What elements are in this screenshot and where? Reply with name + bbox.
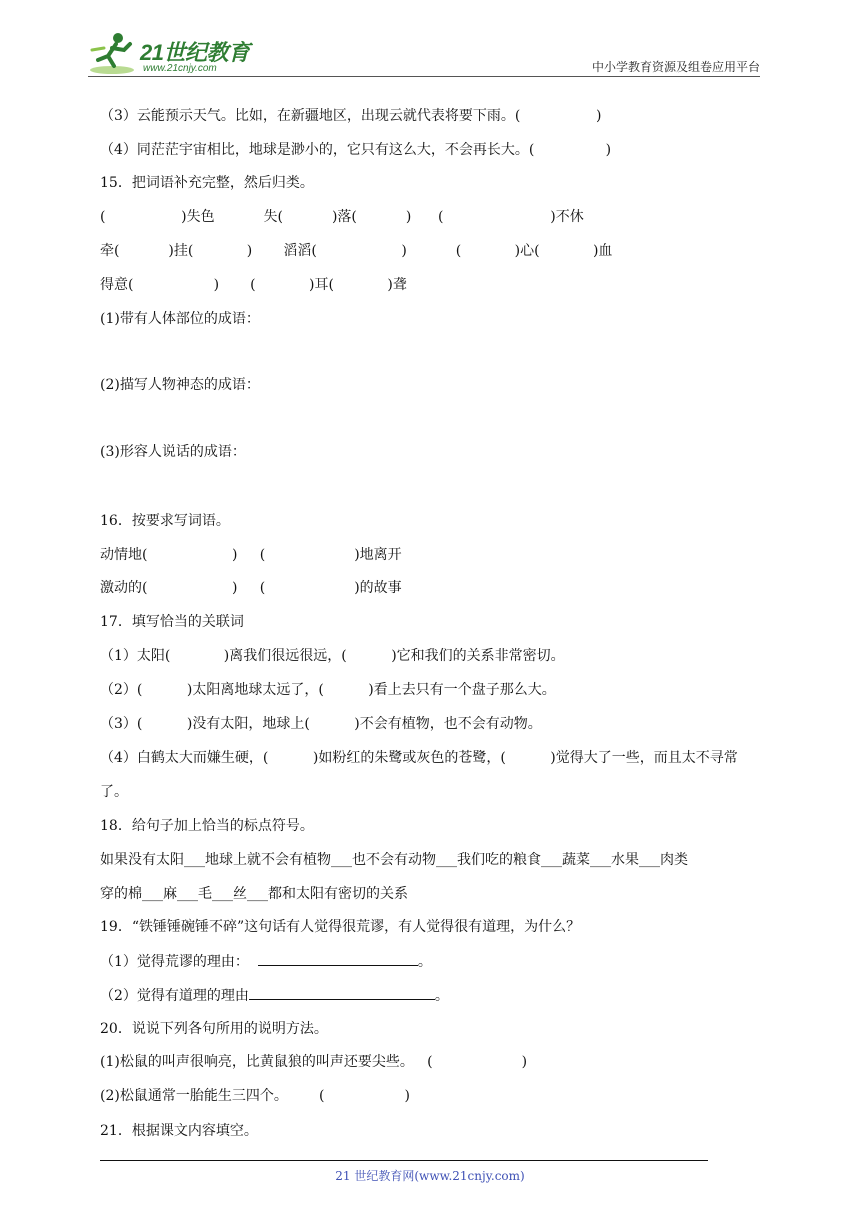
q19-item-2-label: （2）觉得有道理的理由 (100, 988, 249, 1004)
q15-category-1: (1)带有人体部位的成语： (100, 311, 260, 327)
q17-title: 17．填写恰当的关联词 (100, 614, 244, 630)
q16-row-1: 动情地( ) ( )地离开 (100, 547, 402, 563)
header-divider (88, 76, 760, 77)
answer-blank[interactable] (258, 951, 418, 966)
q17-item-3: （3）( )没有太阳，地球上( )不会有植物，也不会有动物。 (100, 716, 542, 732)
q17-item-4-cont: 了。 (100, 784, 128, 800)
page-header (88, 30, 760, 78)
q20-item-2: (2)松鼠通常一胎能生三四个。 ( ) (100, 1088, 411, 1104)
runner-logo-icon (88, 30, 138, 76)
q15-category-2: (2)描写人物神态的成语： (100, 377, 260, 393)
q15-category-3: (3)形容人说话的成语： (100, 444, 246, 460)
q15-title: 15．把词语补充完整，然后归类。 (100, 175, 314, 191)
q19-item-1-label: （1）觉得荒谬的理由： (100, 954, 258, 970)
q15-row-1: ( )失色 失( )落( ) ( )不休 (100, 209, 584, 225)
q17-item-2: （2）( )太阳离地球太远了，( )看上去只有一个盘子那么大。 (100, 682, 556, 698)
q19-item-2-end: 。 (434, 988, 449, 1004)
page-footer: 21 世纪教育网(www.21cnjy.com) (335, 1169, 525, 1183)
q17-item-4: （4）白鹤太大而嫌生硬，( )如粉红的朱鹭或灰色的苍鹭，( )觉得大了一些，而且太不寻常 (100, 750, 738, 766)
q20-title: 20．说说下列各句所用的说明方法。 (100, 1021, 328, 1037)
q18-title: 18．给句子加上恰当的标点符号。 (100, 818, 314, 834)
q17-item-1: （1）太阳( )离我们很远很远，( )它和我们的关系非常密切。 (100, 648, 565, 664)
platform-name: 中小学教育资源及组卷应用平台 (591, 60, 760, 74)
logo (88, 30, 288, 78)
q20-item-1: (1)松鼠的叫声很响亮，比黄鼠狼的叫声还要尖些。 ( ) (100, 1054, 528, 1070)
q18-sentence-1: 如果没有太阳___地球上就不会有植物___也不会有动物___我们吃的粮食___蔬菜___水果___肉类 (100, 852, 688, 868)
q19-title: 19．“铁锤锤碗锤不碎”这句话有人觉得很荒谬，有人觉得很有道理，为什么？ (100, 919, 581, 935)
q15-row-2: 牵( )挂( ) 滔滔( ) ( )心( )血 (100, 243, 613, 259)
q14-item-4: （4）同茫茫宇宙相比，地球是渺小的，它只有这么大，不会再长大。( ) (100, 142, 612, 158)
answer-blank[interactable] (249, 985, 435, 1000)
logo-subtitle: www.21cnjy.com (143, 63, 217, 74)
q18-sentence-2: 穿的棉___麻___毛___丝___都和太阳有密切的关系 (100, 886, 408, 902)
q16-title: 16．按要求写词语。 (100, 513, 230, 529)
q21-title: 21．根据课文内容填空。 (100, 1123, 258, 1139)
q15-row-3: 得意( ) ( )耳( )聋 (100, 277, 407, 293)
logo-text: 21世纪教育 (140, 40, 250, 65)
q16-row-2: 激动的( ) ( )的故事 (100, 580, 402, 596)
q19-item-1 (100, 951, 432, 972)
q19-item-1-end: 。 (417, 954, 432, 970)
q14-item-3: （3）云能预示天气。比如，在新疆地区，出现云就代表将要下雨。( ) (100, 108, 602, 124)
footer-divider (100, 1160, 708, 1161)
q19-item-2 (100, 985, 449, 1006)
